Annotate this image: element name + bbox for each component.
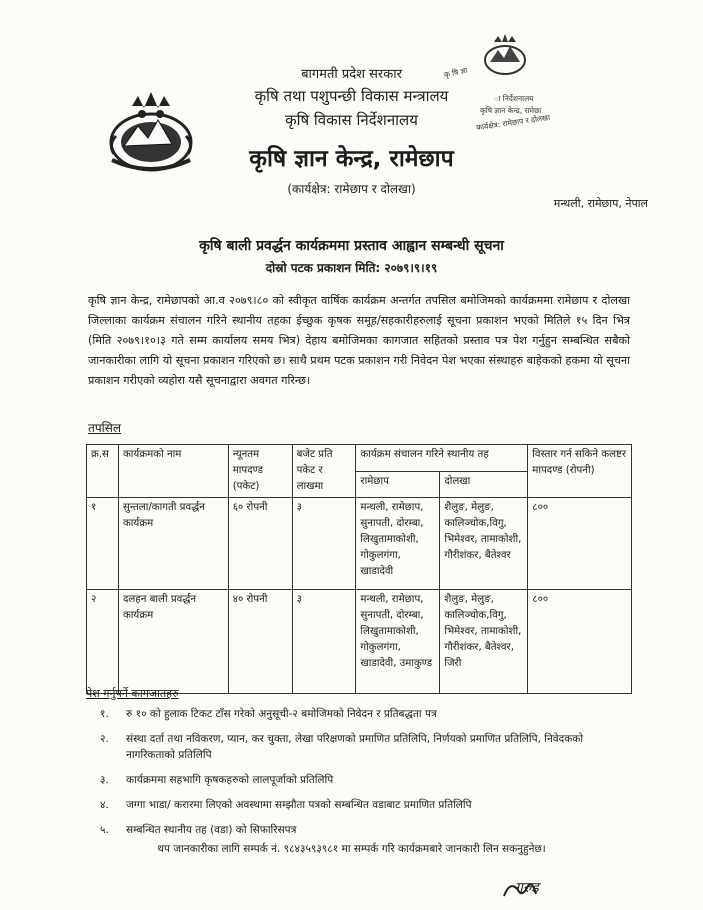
cell-budget: ३ bbox=[292, 590, 356, 694]
col-header-sn: क्र.स bbox=[87, 445, 119, 498]
cell-dolakha: शैलुङ, मेलुङ, कालिञ्चोक,विगु, भिमेश्वर, तामाकोशी, गौरीशंकर, बैतेश्वर, जिरी bbox=[440, 590, 528, 694]
cell-sn: २ bbox=[87, 590, 119, 694]
list-item-number: २. bbox=[100, 733, 109, 745]
list-item bbox=[100, 731, 620, 763]
list-item-number: ४. bbox=[100, 799, 109, 811]
list-item-number: ३. bbox=[100, 774, 109, 786]
stamp-line-2: ा निर्देशनालय bbox=[494, 94, 534, 103]
col-header-budget: बजेट प्रति पकेट र लाखमा bbox=[292, 445, 356, 498]
requirements-list bbox=[100, 706, 620, 847]
header-office-name: कृषि ज्ञान केन्द्र, रामेछाप bbox=[249, 146, 454, 172]
list-item bbox=[100, 772, 620, 788]
list-item bbox=[100, 822, 620, 838]
table-row bbox=[87, 498, 632, 590]
col-header-ramechhap: रामेछाप bbox=[356, 471, 440, 498]
cell-min: ४० रोपनी bbox=[228, 590, 292, 694]
cell-cluster: ८०० bbox=[528, 498, 632, 590]
col-header-min: न्यूनतम मापदण्ड (पकेट) bbox=[228, 445, 292, 498]
cell-ramechhap: मन्थली, रामेछाप, सुनापती, दोरम्बा, लिखुतामाकोशी, गोकुलगंगा, खाडादेवी bbox=[356, 498, 440, 590]
cell-budget: ३ bbox=[292, 498, 356, 590]
list-item-text: कार्यक्रममा सहभागि कृषकहरुको लालपूर्जाको प्रतिलिपि bbox=[126, 774, 334, 786]
header-ministry: कृषि तथा पशुपन्छी विकास मन्त्रालय bbox=[254, 87, 449, 105]
requirements-title: पेश गर्नुपर्ने कागजातहरु bbox=[86, 687, 179, 700]
cell-sn: १ bbox=[87, 498, 119, 590]
header-directorate: कृषि विकास निर्देशनालय bbox=[285, 111, 418, 129]
schedule-label: तपसिल bbox=[88, 421, 122, 435]
notice-title: कृषि बाली प्रवर्द्धन कार्यक्रममा प्रस्ताव आह्वान सम्बन्धी सूचना bbox=[199, 238, 504, 254]
list-item bbox=[100, 706, 620, 722]
list-item-text: रु १० को हुलाक टिकट टाँस गरेको अनुसूची-२ बमोजिमको निवेदन र प्रतिबद्धता पत्र bbox=[126, 708, 437, 720]
cell-name: दलहन बाली प्रवर्द्धन कार्यक्रम bbox=[118, 590, 228, 694]
header-work-area: (कार्यक्षेत्र: रामेछाप र दोलखा) bbox=[287, 182, 416, 196]
list-item-text: संस्था दर्ता तथा नविकरण, प्यान, कर चुक्ता, लेखा परिक्षणको प्रमाणित प्रतिलिपि, निर्णयको प्रमाणित प्रतिलिपि, निवेदकको नागरिकताको प्रतिलिपि bbox=[126, 733, 584, 761]
cell-cluster: ८०० bbox=[528, 590, 632, 694]
col-header-cluster: विस्तार गर्न सकिने कलष्टर मापदण्ड (रोपनी) bbox=[528, 445, 632, 498]
table-header-row bbox=[87, 445, 632, 472]
list-item-text: जग्गा भाडा/ करारमा लिएको अवस्थामा सम्झौता पत्रको सम्बन्धित वडाबाट प्रमाणित प्रतिलिपि bbox=[126, 799, 472, 811]
table-row bbox=[87, 590, 632, 694]
cell-dolakha: शैलुङ, मेलुङ, कालिञ्चोक,विगु, भिमेश्वर, तामाकोशी, गौरीशंकर, बैतेश्वर bbox=[440, 498, 528, 590]
cell-ramechhap: मन्थली, रामेछाप, सुनापती, दोरम्बा, लिखुतामाकोशी, गोकुलगंगा, खाडादेवी, उमाकुण्ड bbox=[356, 590, 440, 694]
list-item-number: १. bbox=[100, 708, 109, 720]
list-item-text: सम्बन्धित स्थानीय तह (वडा) को सिफारिसपत्र bbox=[126, 824, 297, 836]
col-header-dolakha: दोलखा bbox=[440, 471, 528, 498]
notice-body: कृषि ज्ञान केन्द्र, रामेछापको आ.व २०७९।८० को स्वीकृत वार्षिक कार्यक्रम अन्तर्गत तपसिल बमोजिमको कार्यक्रममा रामेछाप र दोलखा जिल्लाका कार्यक्रम संचालन गरिने स्थानीय तहका ईच्छुक कृषक समूह/सहकारीहरुलाई सूचना प्रकाशन भएको मितिले १५ दिन भित्र (मिति २०७९।१०।३ गते सम्म कार्यालय समय भित्र) देहाय बमोजिमका कागजात सहितको प्रस्ताव पत्र पेश गर्नुहुन सम्बन्धित सबैको जानकारीका लागि यो सूचना प्रकाशन गरिएको छ। साथै प्रथम पटक प्रकाशन गरी निवेदन पेश भएका संस्थाहरु बाहेकको हकमा यो सूचना प्रकाशन गरीएको व्यहोरा यसै सूचनाद्वारा अवगत गरिन्छ। bbox=[88, 294, 630, 387]
list-item bbox=[100, 797, 620, 813]
stamp-line-3: कृषि ज्ञान केन्द्र, रामेछा bbox=[480, 106, 542, 115]
col-header-name: कार्यक्रमको नाम bbox=[118, 445, 228, 498]
col-header-local: कार्यक्रम संचालन गरिने स्थानीय तह bbox=[356, 445, 528, 472]
office-address: मन्थली, रामेछाप, नेपाल bbox=[553, 197, 648, 210]
cell-min: ६० रोपनी bbox=[228, 498, 292, 590]
cell-name: सुन्तला/कागती प्रवर्द्धन कार्यक्रम bbox=[118, 498, 228, 590]
contact-info: थप जानकारीका लागि सम्पर्क नं. ९८४३५९३९८१ मा सम्पर्क गरि कार्यक्रमबारे जानकारी लिन सकनुहुनेछ। bbox=[157, 843, 546, 855]
list-item-number: ५. bbox=[100, 824, 109, 836]
program-table bbox=[86, 444, 632, 694]
signature: गरुड bbox=[515, 880, 539, 896]
header-province: बागमती प्रदेश सरकार bbox=[301, 67, 402, 82]
stamp-line-1: कृ षि ज्ञा bbox=[443, 65, 469, 80]
notice-publish-date: दोस्रो पटक प्रकाशन मिति: २०७९।९।१९ bbox=[265, 261, 438, 275]
stamp-line-4: कार्यक्षेत्र: रामेछाप र दोलखा bbox=[475, 112, 551, 133]
